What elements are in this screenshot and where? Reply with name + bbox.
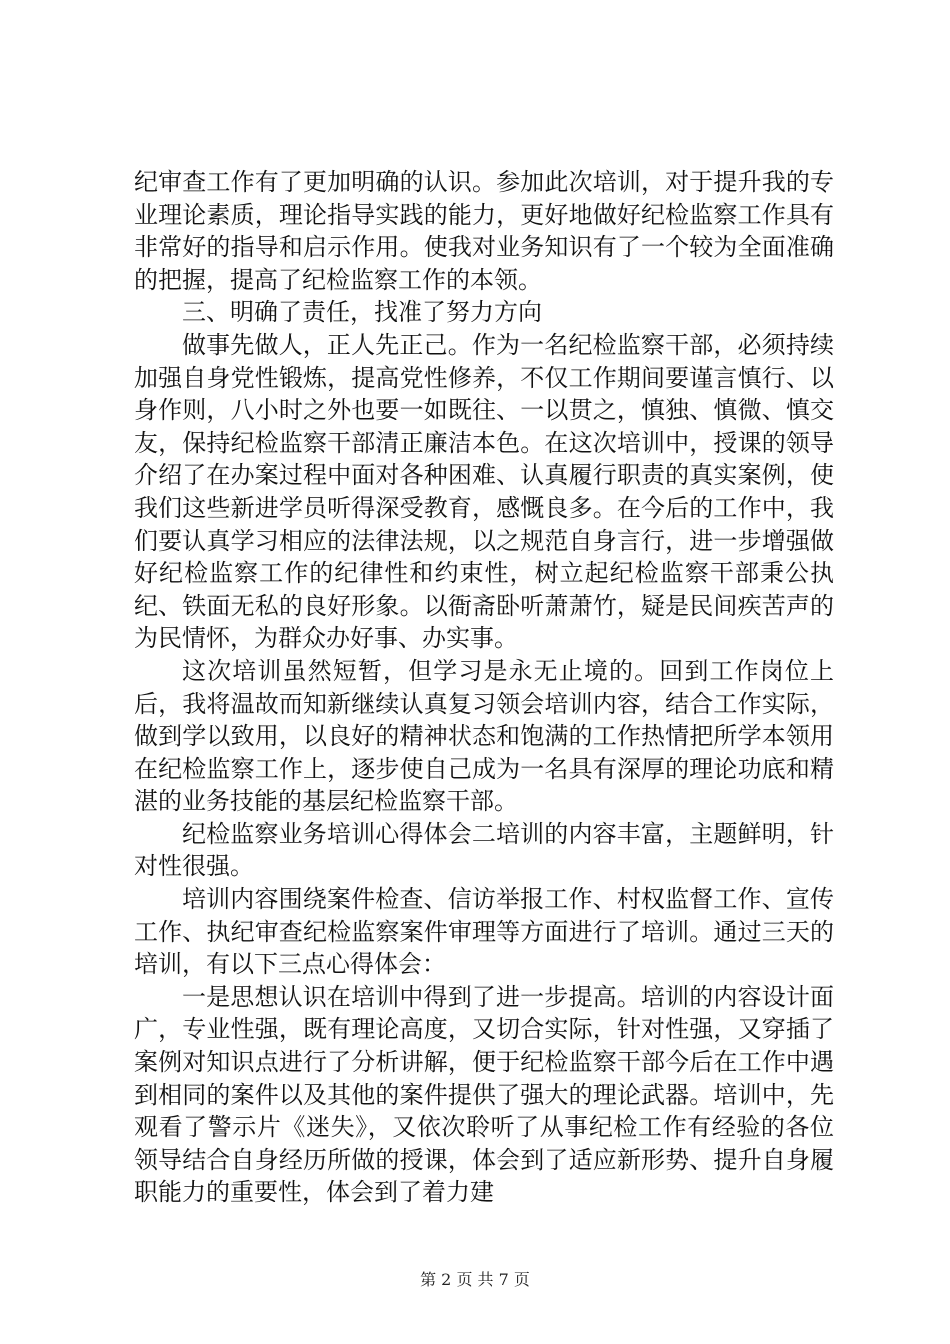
section-heading-3: 三、明确了责任，找准了努力方向 — [182, 298, 542, 327]
paragraph-2: 做事先做人，正人先正己。作为一名纪检监察干部，必须持续加强自身党性锻炼，提高党性修养，不仅工作期间要谨言慎行、以身作则，八小时之外也要一如既往、一以贯之，慎独、慎微、慎交友，保持纪检监察干部清正廉洁本色。在这次培训中，授课的领导介绍了在办案过程中面对各种困难、认真履行职责的真实案例，使我们这些新进学员听得深受教育，感慨良多。在今后的工作中，我们要认真学习相应的法律法规，以之规范自身言行，进一步增强做好纪检监察工作的纪律性和约束性，树立起纪检监察干部秉公执纪、铁面无私的良好形象。以衙斋卧听萧萧竹，疑是民间疾苦声的为民情怀，为群众办好事、办实事。 — [134, 330, 834, 653]
paragraph-4: 纪检监察业务培训心得体会二培训的内容丰富，主题鲜明，针对性很强。 — [134, 819, 834, 881]
paragraph-1: 纪审查工作有了更加明确的认识。参加此次培训，对于提升我的专业理论素质，理论指导实践的能力，更好地做好纪检监察工作具有非常好的指导和启示作用。使我对业务知识有了一个较为全面准确的把握，提高了纪检监察工作的本领。 — [134, 168, 834, 294]
paragraph-6: 一是思想认识在培训中得到了进一步提高。培训的内容设计面广，专业性强，既有理论高度，又切合实际，针对性强，又穿插了案例对知识点进行了分析讲解，便于纪检监察干部今后在工作中遇到相同的案件以及其他的案件提供了强大的理论武器。培训中，先观看了警示片《迷失》，又依次聆听了从事纪检工作有经验的各位领导结合自身经历所做的授课，体会到了适应新形势、提升自身履职能力的重要性，体会到了着力建 — [134, 982, 834, 1207]
paragraph-5: 培训内容围绕案件检查、信访举报工作、村权监督工作、宣传工作、执纪审查纪检监察案件审理等方面进行了培训。通过三天的培训，有以下三点心得体会： — [134, 885, 834, 979]
paragraph-3: 这次培训虽然短暂，但学习是永无止境的。回到工作岗位上后，我将温故而知新继续认真复习领会培训内容，结合工作实际，做到学以致用，以良好的精神状态和饱满的工作热情把所学本领用在纪检监察工作上，逐步使自己成为一名具有深厚的理论功底和精湛的业务技能的基层纪检监察干部。 — [134, 656, 834, 816]
document-body — [134, 166, 834, 1209]
page-number-footer: 第 2 页 共 7 页 — [420, 1270, 530, 1289]
